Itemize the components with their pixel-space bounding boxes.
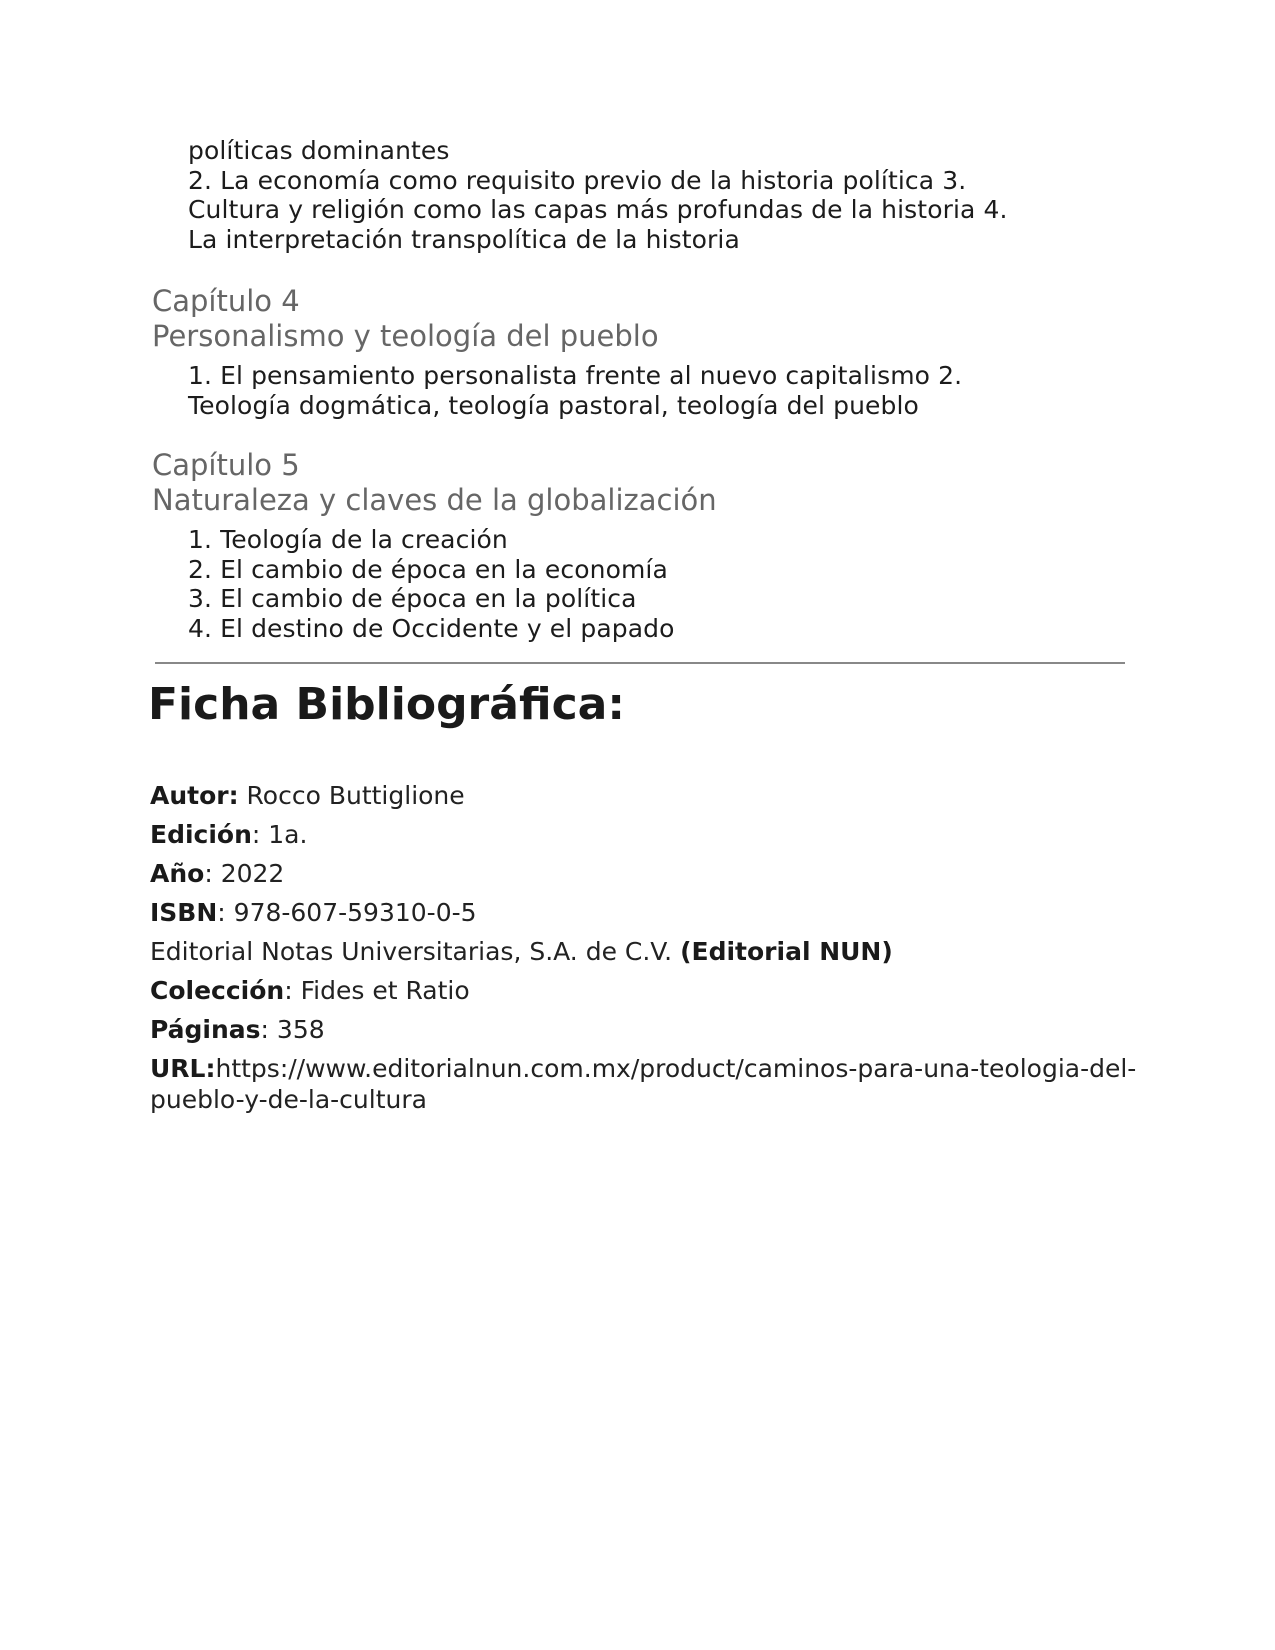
autor-value: Rocco Buttiglione [238,781,465,810]
biblio-autor [150,780,465,811]
autor-label: Autor: [150,781,239,810]
editorial-value: Editorial Notas Universitarias, S.A. de C.V. [150,937,681,966]
url-label: URL: [150,1054,216,1083]
chapter4-label: Capítulo 4 [152,284,300,318]
chapter4-title: Personalismo y teología del pueblo [152,319,659,353]
chapter4-item-list: 1. El pensamiento personalista frente al nuevo capitalismo 2. Teología dogmática, teología pastoral, teología del pueblo [188,361,963,420]
chapter5-title: Naturaleza y claves de la globalización [152,483,717,517]
paginas-value: : 358 [260,1015,325,1044]
paginas-label: Páginas [150,1015,261,1044]
ficha-heading: Ficha Bibliográfica: [148,679,625,730]
anio-label: Año [150,859,205,888]
url-link[interactable]: https://www.editorialnun.com.mx/product/caminos-para-una-teologia-del-pueblo-y-de-la-cultura [150,1054,1137,1114]
chapter5-label: Capítulo 5 [152,448,300,482]
isbn-label: ISBN [150,898,218,927]
coleccion-label: Colección [150,976,285,1005]
biblio-isbn [150,897,477,928]
isbn-value: : 978-607-59310-0-5 [217,898,477,927]
editorial-label: (Editorial NUN) [680,937,893,966]
edicion-value: : 1a. [251,820,308,849]
edicion-label: Edición [150,820,252,849]
chapter5-item-list: 1. Teología de la creación 2. El cambio de época en la economía 3. El cambio de época en la política 4. El destino de Occidente y el papado [188,525,675,643]
biblio-paginas [150,1014,325,1045]
biblio-editorial [150,936,893,967]
biblio-coleccion [150,975,470,1006]
coleccion-value: : Fides et Ratio [284,976,470,1005]
section-divider [155,662,1125,664]
biblio-edicion [150,819,307,850]
biblio-url [150,1053,1140,1115]
biblio-anio [150,858,284,889]
anio-value: : 2022 [204,859,285,888]
chapter3-item-list: políticas dominantes 2. La economía como requisito previo de la historia política 3. Cultura y religión como las capas más profundas de la historia 4. La interpretación transpolítica de la historia [188,136,1008,254]
